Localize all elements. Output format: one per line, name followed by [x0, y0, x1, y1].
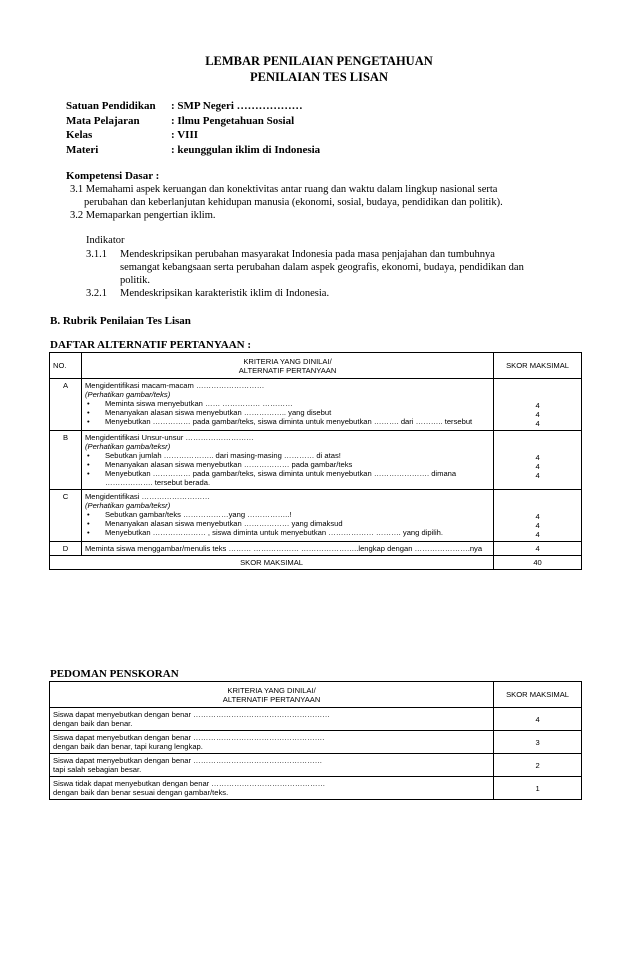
info-label: Kelas: [66, 129, 93, 141]
pedoman-header-kriteria: [50, 682, 494, 708]
indikator-3-2-1-number: 3.2.1: [86, 288, 107, 299]
row-score: 4: [535, 453, 540, 462]
row-number: C: [50, 490, 82, 542]
row-score: 4: [535, 471, 540, 480]
pedoman-criteria: [50, 731, 494, 754]
pedoman-score: 2: [494, 754, 582, 777]
row-line1: Mengidentifikasi ………………………: [84, 492, 210, 501]
table-row: [50, 542, 582, 556]
row-score: 4: [535, 530, 540, 539]
total-label: SKOR MAKSIMAL: [50, 556, 494, 570]
row-bullet: • Menanyakan alasan siswa menyebutkan ……………… pada gambar/teks: [85, 460, 490, 469]
pedoman-line2: dengan baik dan benar.: [53, 719, 133, 728]
row-score: 4: [535, 462, 540, 471]
row-bullet: • Menyebutkan …………… pada gambar/teks, siswa diminta untuk menyebutkan …………………. dimana ………………. tersebut berada.: [85, 469, 490, 487]
header-kriteria: [81, 353, 493, 379]
row-line2: (Perhatikan gamba/teksr): [84, 501, 171, 510]
kd-3-2: 3.2 Memaparkan pengertian iklim.: [70, 210, 216, 221]
indikator-heading: Indikator: [86, 235, 125, 246]
table-row: [50, 431, 582, 490]
info-label: Materi: [66, 143, 99, 156]
kd-3-1-line1: 3.1 Memahami aspek keruangan dan konektivitas antar ruang dan waktu dalam lingkup nasional serta: [70, 184, 498, 195]
row-score: 4: [535, 512, 540, 521]
header-kriteria-line1: KRITERIA YANG DINILAI/: [243, 356, 332, 366]
pedoman-line1: Siswa tidak dapat menyebutkan dengan benar ………………………………………: [53, 779, 326, 788]
pedoman-header-skor: SKOR MAKSIMAL: [494, 682, 582, 708]
row-score: 4: [494, 542, 582, 556]
row-line1: Mengidentifikasi Unsur-unsur ………………………: [84, 433, 254, 442]
row-number: A: [50, 379, 82, 431]
row-scores: [494, 431, 582, 490]
row-score: 4: [535, 401, 540, 410]
info-block: [66, 100, 320, 158]
pedoman-score: 3: [494, 731, 582, 754]
indikator-3-1-1-line1: Mendeskripsikan perubahan masyarakat Indonesia pada masa penjajahan dan tumbuhnya: [120, 249, 495, 260]
indikator-3-1-1-number: 3.1.1: [86, 249, 107, 260]
row-criteria: [81, 490, 493, 542]
row-bullet: • Menanyakan alasan siswa menyebutkan ……………… yang dimaksud: [85, 519, 490, 528]
info-label: Mata Pelajaran: [66, 114, 140, 127]
pedoman-score: 1: [494, 777, 582, 800]
row-scores: [494, 490, 582, 542]
header-kriteria-line2: ALTERNATIF PERTANYAAN: [238, 365, 337, 375]
pedoman-header-line1: KRITERIA YANG DINILAI/: [227, 685, 316, 695]
pedoman-table: [49, 681, 582, 800]
daftar-table: [49, 352, 582, 570]
row-score: 4: [535, 410, 540, 419]
table-row: [50, 754, 582, 777]
info-value: : keunggulan iklim di Indonesia: [171, 143, 321, 156]
table-row: [50, 708, 582, 731]
info-label: Satuan Pendidikan: [66, 100, 156, 112]
header-skor: SKOR MAKSIMAL: [494, 353, 582, 379]
pedoman-criteria: [50, 754, 494, 777]
row-criteria: [81, 379, 493, 431]
pedoman-line1: Siswa dapat menyebutkan dengan benar ………………………………………………: [53, 710, 330, 719]
header-no: NO.: [50, 353, 82, 379]
page-title: LEMBAR PENILAIAN PENGETAHUAN: [205, 54, 433, 68]
kd-heading: Kompetensi Dasar :: [66, 170, 160, 182]
row-bullet: • Meminta siswa menyebutkan …… …………… …………: [85, 399, 490, 408]
page-subtitle: PENILAIAN TES LISAN: [249, 70, 388, 84]
pedoman-heading: PEDOMAN PENSKORAN: [50, 668, 179, 680]
pedoman-criteria: [50, 708, 494, 731]
row-bullet: • Menyebutkan ………………… , siswa diminta untuk menyebutkan ……………… ………. yang dipilih.: [85, 528, 490, 537]
pedoman-score: 4: [494, 708, 582, 731]
row-bullet: • Menyebutkan …………… pada gambar/teks, siswa diminta untuk menyebutkan ………. dari ……….. tersebut: [85, 417, 490, 426]
info-value: : SMP Negeri ………………: [171, 100, 303, 112]
row-number: B: [50, 431, 82, 490]
indikator-3-1-1-line2: semangat kebangsaan serta perubahan dalam aspek geografis, ekonomi, budaya, pendidikan dan: [120, 262, 524, 273]
row-score: 4: [535, 521, 540, 530]
row-scores: [494, 379, 582, 431]
table-row: [50, 731, 582, 754]
section-b-heading: B. Rubrik Penilaian Tes Lisan: [50, 315, 191, 327]
indikator-3-1-1-line3: politik.: [120, 275, 151, 286]
table-row: [50, 777, 582, 800]
pedoman-header-line2: ALTERNATIF PERTANYAAN: [222, 694, 321, 704]
row-bullet: • Sebutkan jumlah ……………….. dari masing-masing ………… di atas!: [85, 451, 490, 460]
row-score: 4: [535, 419, 540, 428]
pedoman-line1: Siswa dapat menyebutkan dengan benar ……………………………………………: [53, 756, 323, 765]
row-bullet: • Menanyakan alasan siswa menyebutkan …………….. yang disebut: [85, 408, 490, 417]
row-line2: (Perhatikan gambar/teks): [84, 390, 171, 399]
pedoman-line2: dengan baik dan benar sesuai dengan gambar/teks.: [53, 788, 229, 797]
pedoman-line2: dengan baik dan benar, tapi kurang lengkap.: [53, 742, 203, 751]
row-criteria: Meminta siswa menggambar/menulis teks ……… ……………… …………………..lengkap dengan ………………….nya: [81, 542, 493, 556]
info-value: : Ilmu Pengetahuan Sosial: [171, 114, 295, 127]
pedoman-criteria: [50, 777, 494, 800]
row-line2: (Perhatikan gamba/teksr): [84, 442, 171, 451]
row-number: D: [50, 542, 82, 556]
table-row: [50, 379, 582, 431]
row-criteria: [81, 431, 493, 490]
info-value: : VIII: [171, 129, 199, 141]
indikator-3-2-1: Mendeskripsikan karakteristik iklim di Indonesia.: [120, 288, 330, 299]
row-line1: Mengidentifikasi macam-macam ………………………: [84, 381, 265, 390]
daftar-heading: DAFTAR ALTERNATIF PERTANYAAN :: [50, 339, 251, 351]
kd-3-1-line2: perubahan dan keberlanjutan kehidupan manusia (ekonomi, sosial, budaya, pendidikan dan politik).: [84, 197, 503, 208]
total-value: 40: [494, 556, 582, 570]
pedoman-line1: Siswa dapat menyebutkan dengan benar …………………………………………….: [53, 733, 325, 742]
row-bullet: • Sebutkan gambar/teks ………………yang ……………..!: [85, 510, 490, 519]
table-row: [50, 490, 582, 542]
pedoman-line2: tapi salah sebagian besar.: [53, 765, 142, 774]
